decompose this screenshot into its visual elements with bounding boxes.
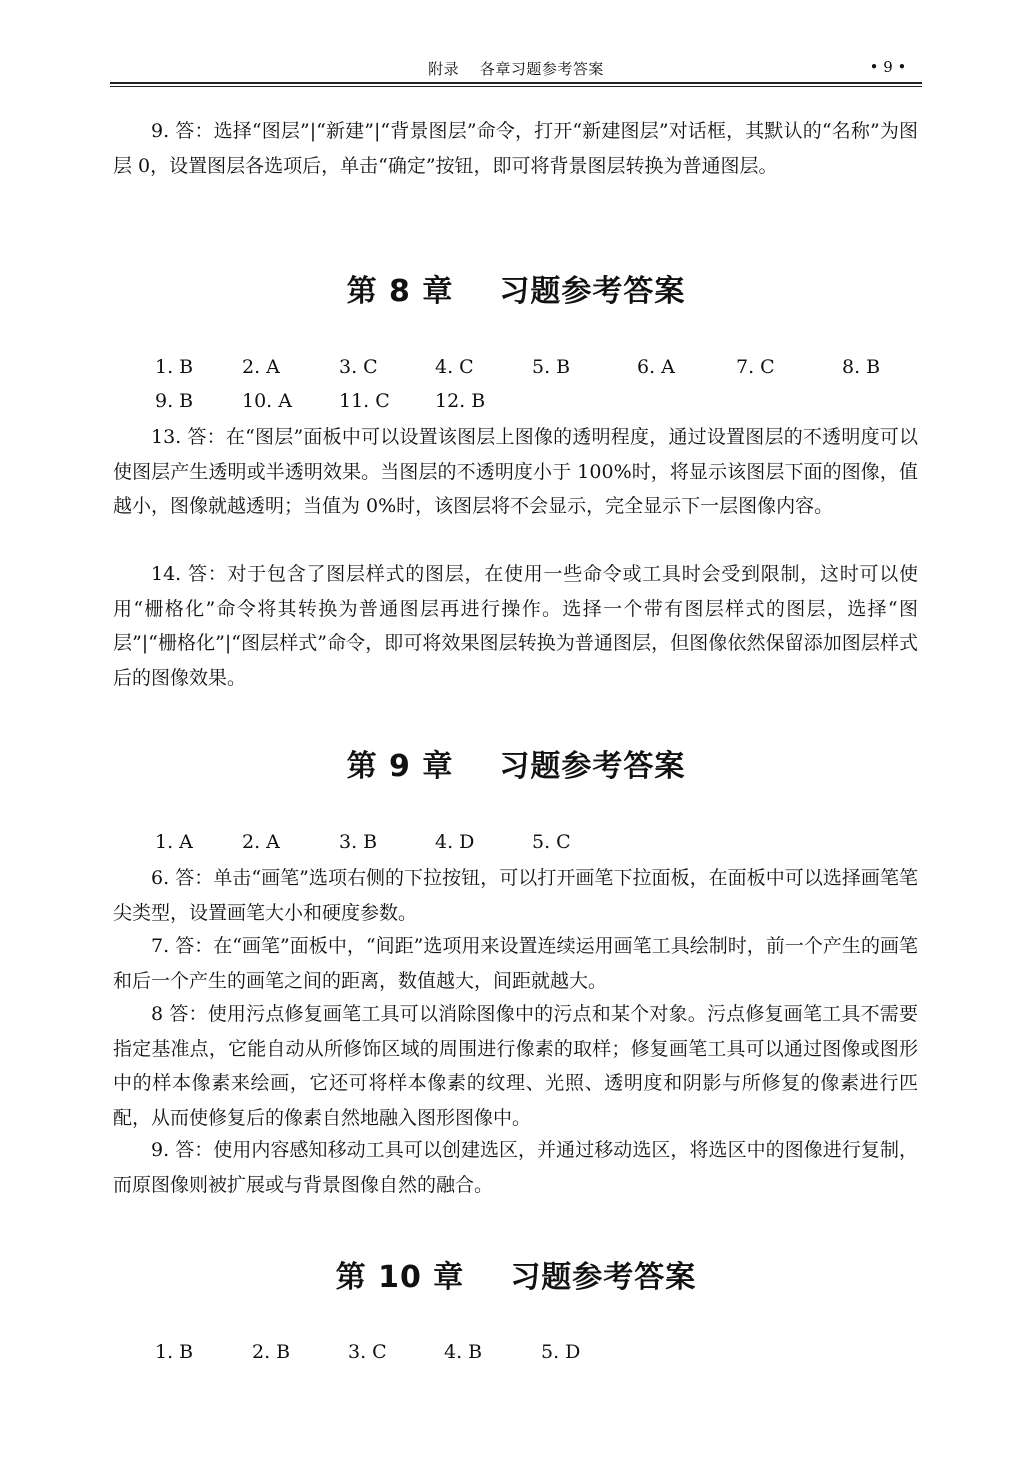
answer-item: 8. B [842,356,881,378]
answer-item: 11. C [339,390,390,412]
ch9-answer-6: 6. 答：单击“画笔”选项右侧的下拉按钮，可以打开画笔下拉面板，在面板中可以选择画笔笔尖类型，设置画笔大小和硬度参数。 [113,867,918,924]
answer-item: 6. A [637,356,675,378]
chapter-9-number: 第 9 章 [346,749,454,784]
answer-item: 1. A [155,831,193,853]
ch9-answer-7: 7. 答：在“画笔”面板中，“间距”选项用来设置连续运用画笔工具绘制时，前一个产生的画笔和后一个产生的画笔之间的距离，数值越大，间距就越大。 [113,935,918,992]
chapter-8-number: 第 8 章 [346,274,454,309]
answer-item: 5. D [541,1341,581,1363]
answer-item: 4. B [444,1341,483,1363]
chapter-9-title: 习题参考答案 [499,749,686,784]
answer-item: 5. B [532,356,571,378]
ch9-answer-9: 9. 答：使用内容感知移动工具可以创建选区，并通过移动选区，将选区中的图像进行复制，而原图像则被扩展或与背景图像自然的融合。 [113,1139,918,1196]
chapter-10-number: 第 10 章 [335,1260,465,1295]
ch9-answer-8: 8 答：使用污点修复画笔工具可以消除图像中的污点和某个对象。污点修复画笔工具不需要指定基准点，它能自动从所修饰区域的周围进行像素的取样；修复画笔工具可以通过图像或图形中的样本像素来绘画，它还可将样本像素的纹理、光照、透明度和阴影与所修复的像素进行匹配，从而使修复后的像素自然地融入图形图像中。 [113,1003,918,1129]
page-number: • 9 • [869,58,907,76]
answer-item: 10. A [242,390,292,412]
answer-item: 5. C [532,831,571,853]
chapter-8-title: 习题参考答案 [499,274,686,309]
running-header-title: 附录 各章习题参考答案 [428,60,604,78]
header-rule [110,82,922,84]
chapter-8-heading [0,266,1032,310]
answer-item: 2. A [242,356,280,378]
answer-item: 7. C [736,356,775,378]
answer-item: 3. C [339,356,378,378]
ch7-answer-9: 9. 答：选择“图层”|“新建”|“背景图层”命令，打开“新建图层”对话框，其默认的“名称”为图层 0，设置图层各选项后，单击“确定”按钮，即可将背景图层转换为普通图层。 [113,120,918,177]
answer-item: 1. B [155,356,194,378]
answer-item: 12. B [435,390,486,412]
chapter-9-heading [0,741,1032,785]
answer-item: 2. A [242,831,280,853]
answer-item: 4. C [435,356,474,378]
chapter-10-title: 习题参考答案 [510,1260,697,1295]
answer-item: 9. B [155,390,194,412]
answer-item: 1. B [155,1341,194,1363]
answer-item: 2. B [252,1341,291,1363]
ch8-answer-14: 14. 答：对于包含了图层样式的图层，在使用一些命令或工具时会受到限制，这时可以使用“栅格化”命令将其转换为普通图层再进行操作。选择一个带有图层样式的图层，选择“图层”|“栅格化”|“图层样式”命令，即可将效果图层转换为普通图层，但图像依然保留添加图层样式后的图像效果。 [113,563,918,689]
answer-item: 4. D [435,831,475,853]
answer-item: 3. B [339,831,378,853]
answer-item: 3. C [348,1341,387,1363]
header-rule-thin [110,86,922,87]
chapter-10-heading [0,1252,1032,1296]
ch8-answer-13: 13. 答：在“图层”面板中可以设置该图层上图像的透明程度，通过设置图层的不透明度可以使图层产生透明或半透明效果。当图层的不透明度小于 100%时，将显示该图层下面的图像，值越小，图像就越透明；当值为 0%时，该图层将不会显示，完全显示下一层图像内容。 [113,426,918,517]
